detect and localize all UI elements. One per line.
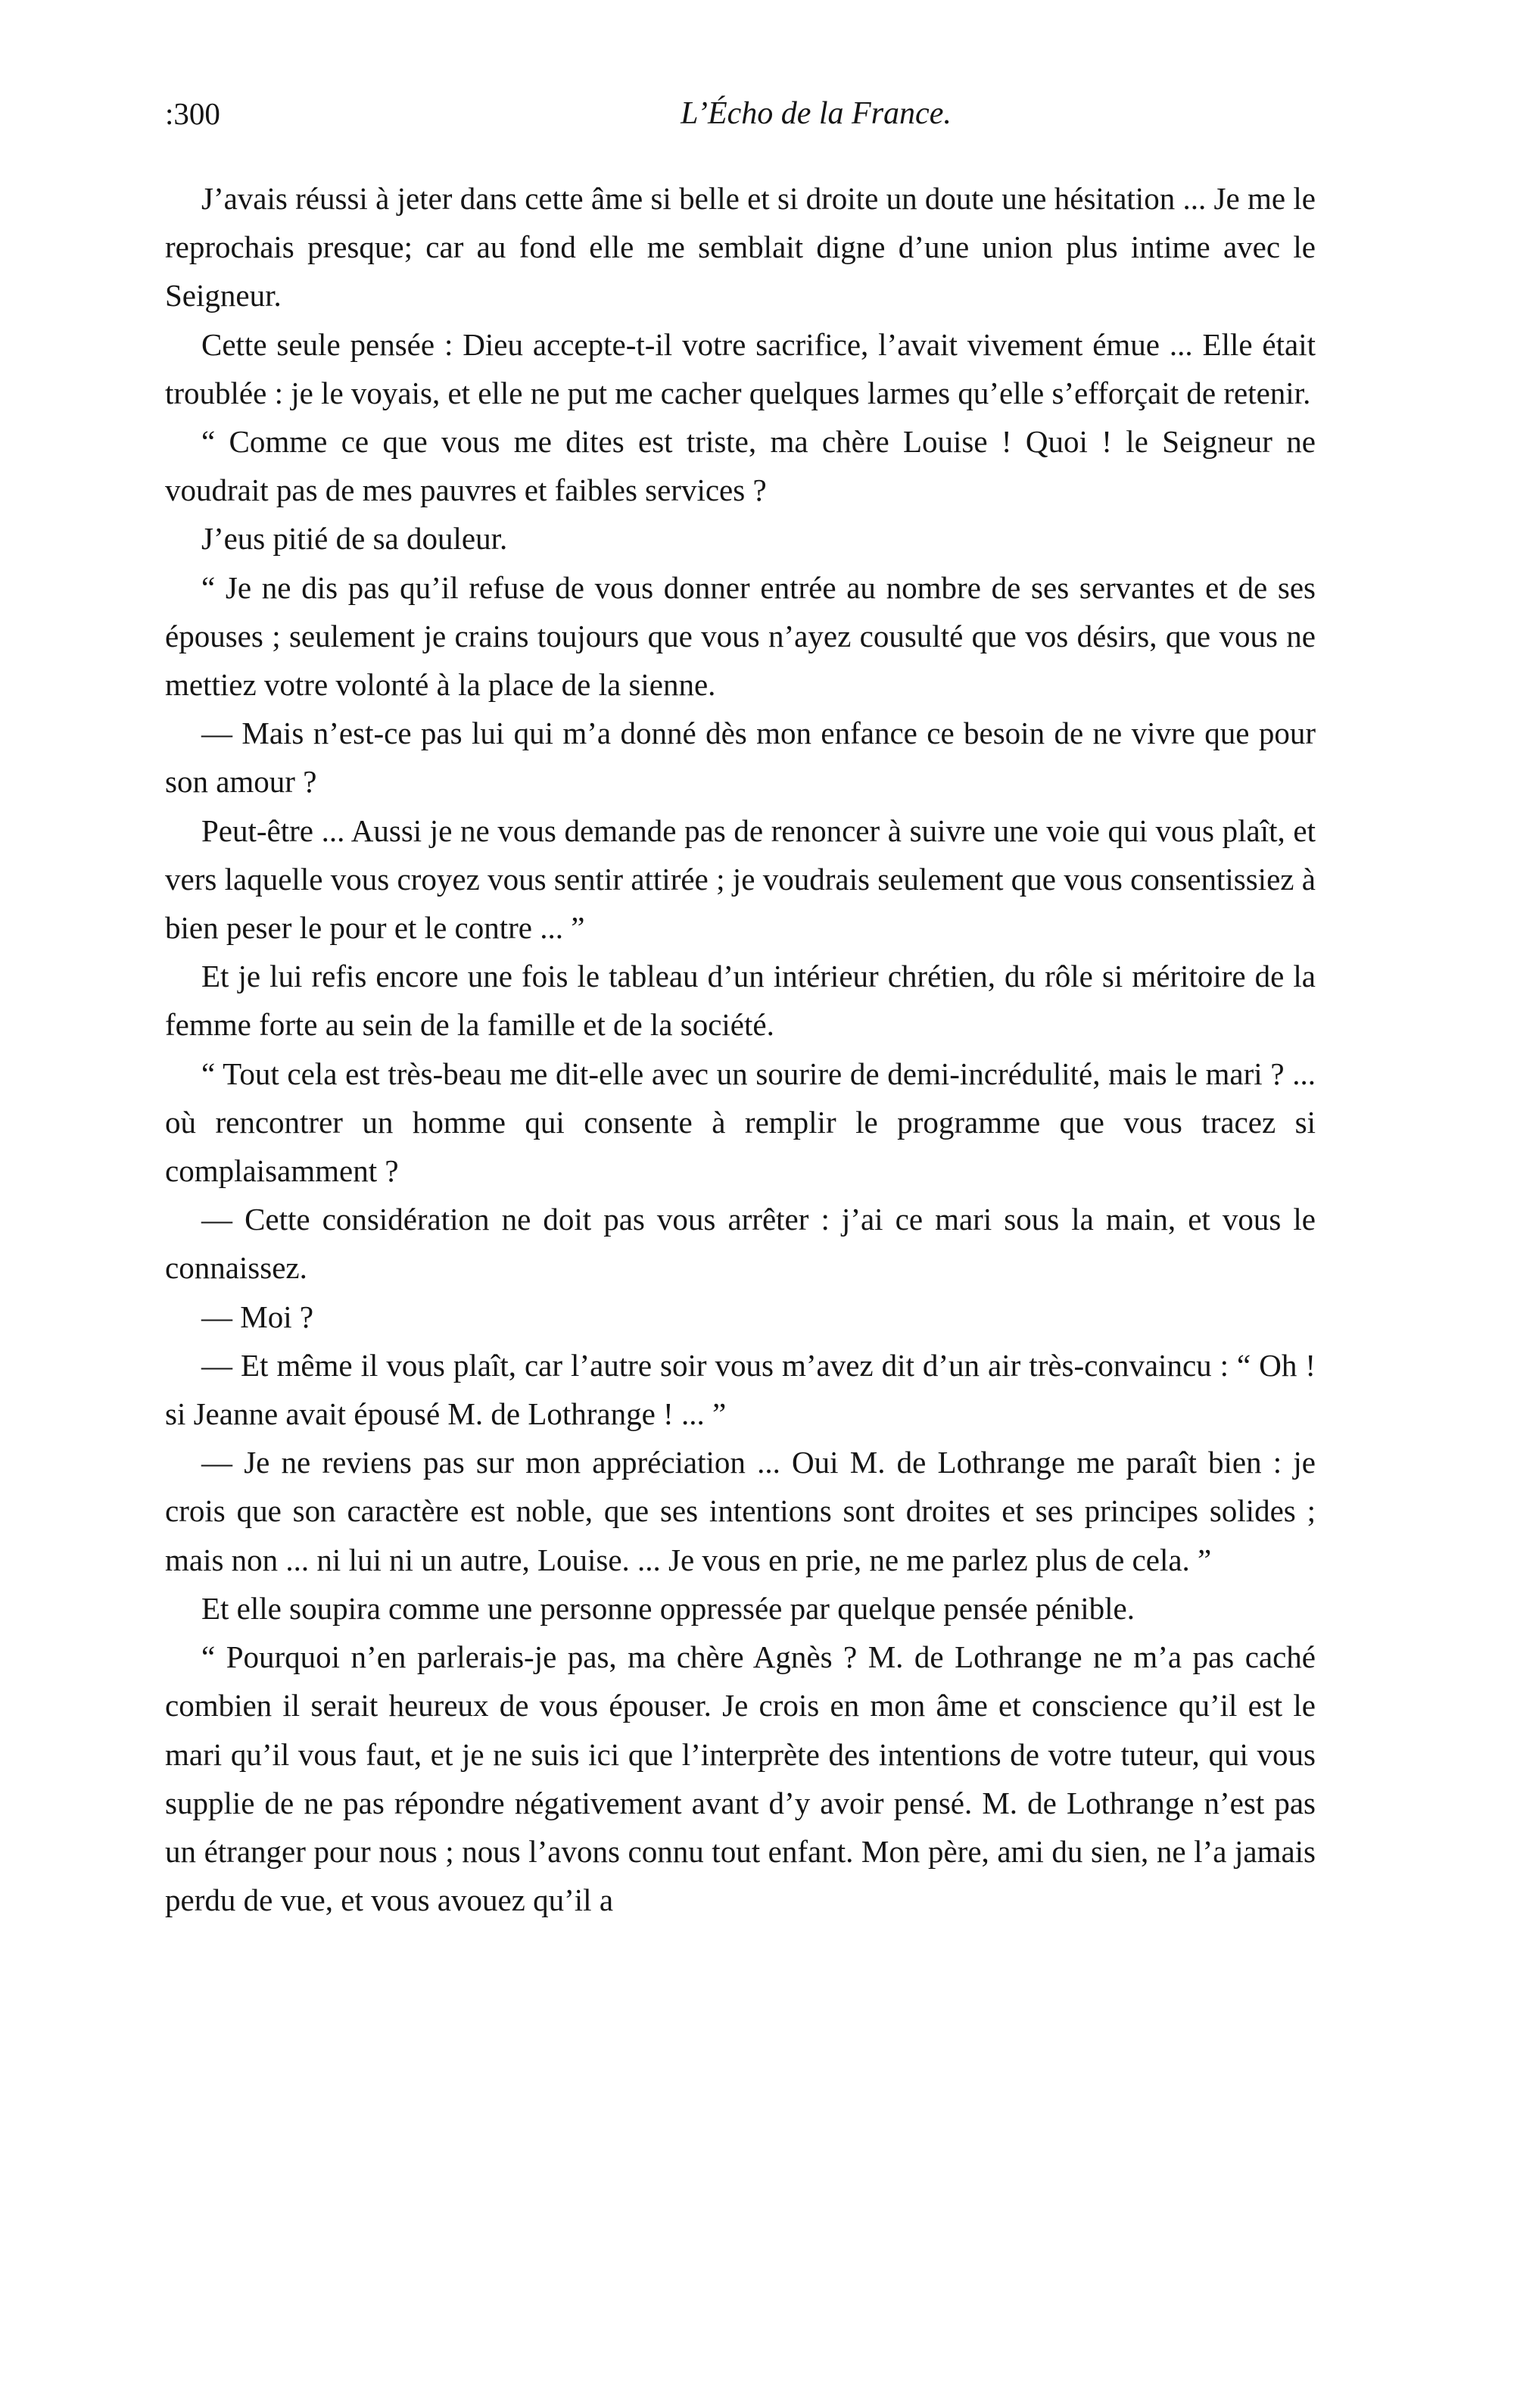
paragraph: Et je lui refis encore une fois le tableau d’un intérieur chrétien, du rôle si méritoire de la femme forte au sein de la famille et de la société. bbox=[165, 959, 1316, 1043]
paragraph: — Moi ? bbox=[201, 1299, 314, 1334]
paragraph: Et elle soupira comme une personne oppressée par quelque pensée pénible. bbox=[201, 1590, 1135, 1626]
page-number: :300 bbox=[165, 96, 220, 131]
page-header bbox=[165, 91, 1328, 136]
paragraph: “ Comme ce que vous me dites est triste, ma chère Louise ! Quoi ! le Seigneur ne voudrait pas de mes pauvres et faibles services ? bbox=[165, 424, 1316, 508]
paragraph: — Cette considération ne doit pas vous arrêter : j’ai ce mari sous la main, et vous le connaissez. bbox=[165, 1202, 1316, 1286]
paragraph: — Je ne reviens pas sur mon appréciation ... Oui M. de Lothrange me paraît bien : je crois que son caractère est noble, que ses intentions sont droites et ses principes solides ; mais non ... ni lui ni un autre, Louise. ... Je vous en prie, ne me parlez plus de cela. ” bbox=[165, 1445, 1316, 1577]
paragraph: J’eus pitié de sa douleur. bbox=[201, 521, 508, 557]
paragraph: Peut-être ... Aussi je ne vous demande pas de renoncer à suivre une voie qui vous plaît, et vers laquelle vous croyez vous sentir attirée ; je voudrais seulement que vous consentissiez à bien peser le pour et le contre ... ” bbox=[165, 813, 1316, 946]
running-title: L’Écho de la France. bbox=[681, 96, 952, 131]
paragraph: “ Tout cela est très-beau me dit-elle avec un sourire de demi-incrédulité, mais le mari ? ... où rencontrer un homme qui consente à remplir le programme que vous tracez si complaisamment ? bbox=[165, 1056, 1316, 1189]
paragraph: — Mais n’est-ce pas lui qui m’a donné dès mon enfance ce besoin de ne vivre que pour son amour ? bbox=[165, 716, 1316, 800]
paragraph: — Et même il vous plaît, car l’autre soir vous m’avez dit d’un air très-convaincu : “ Oh ! si Jeanne avait épousé M. de Lothrange ! ... ” bbox=[165, 1347, 1316, 1432]
paragraph: J’avais réussi à jeter dans cette âme si belle et si droite un doute une hésitation ... Je me le reprochais presque; car au fond elle me semblait digne d’une union plus intime avec le Seigneur. bbox=[165, 181, 1316, 313]
paragraph: “ Je ne dis pas qu’il refuse de vous donner entrée au nombre de ses servantes et de ses épouses ; seulement je crains toujours que vous n’ayez cousulté que vos désirs, que vous ne mettiez votre volonté à la place de la sienne. bbox=[165, 569, 1316, 703]
paragraph: “ Pourquoi n’en parlerais-je pas, ma chère Agnès ? M. de Lothrange ne m’a pas caché combien il serait heureux de vous épouser. Je crois en mon âme et conscience qu’il est le mari qu’il vous faut, et je ne suis ici que l’interprète des intentions de votre tuteur, qui vous supplie de ne pas répondre négativement avant d’y avoir pensé. M. de Lothrange n’est pas un étranger pour nous ; nous l’avons connu tout enfant. Mon père, ami du sien, ne l’a jamais perdu de vue, et vous avouez qu’il a bbox=[165, 1639, 1316, 1918]
paragraph: Cette seule pensée : Dieu accepte-t-il votre sacrifice, l’avait vivement émue ... Elle était troublée : je le voyais, et elle ne put me cacher quelques larmes qu’elle s’efforçait de retenir. bbox=[165, 326, 1316, 410]
body-text bbox=[165, 174, 1316, 1924]
